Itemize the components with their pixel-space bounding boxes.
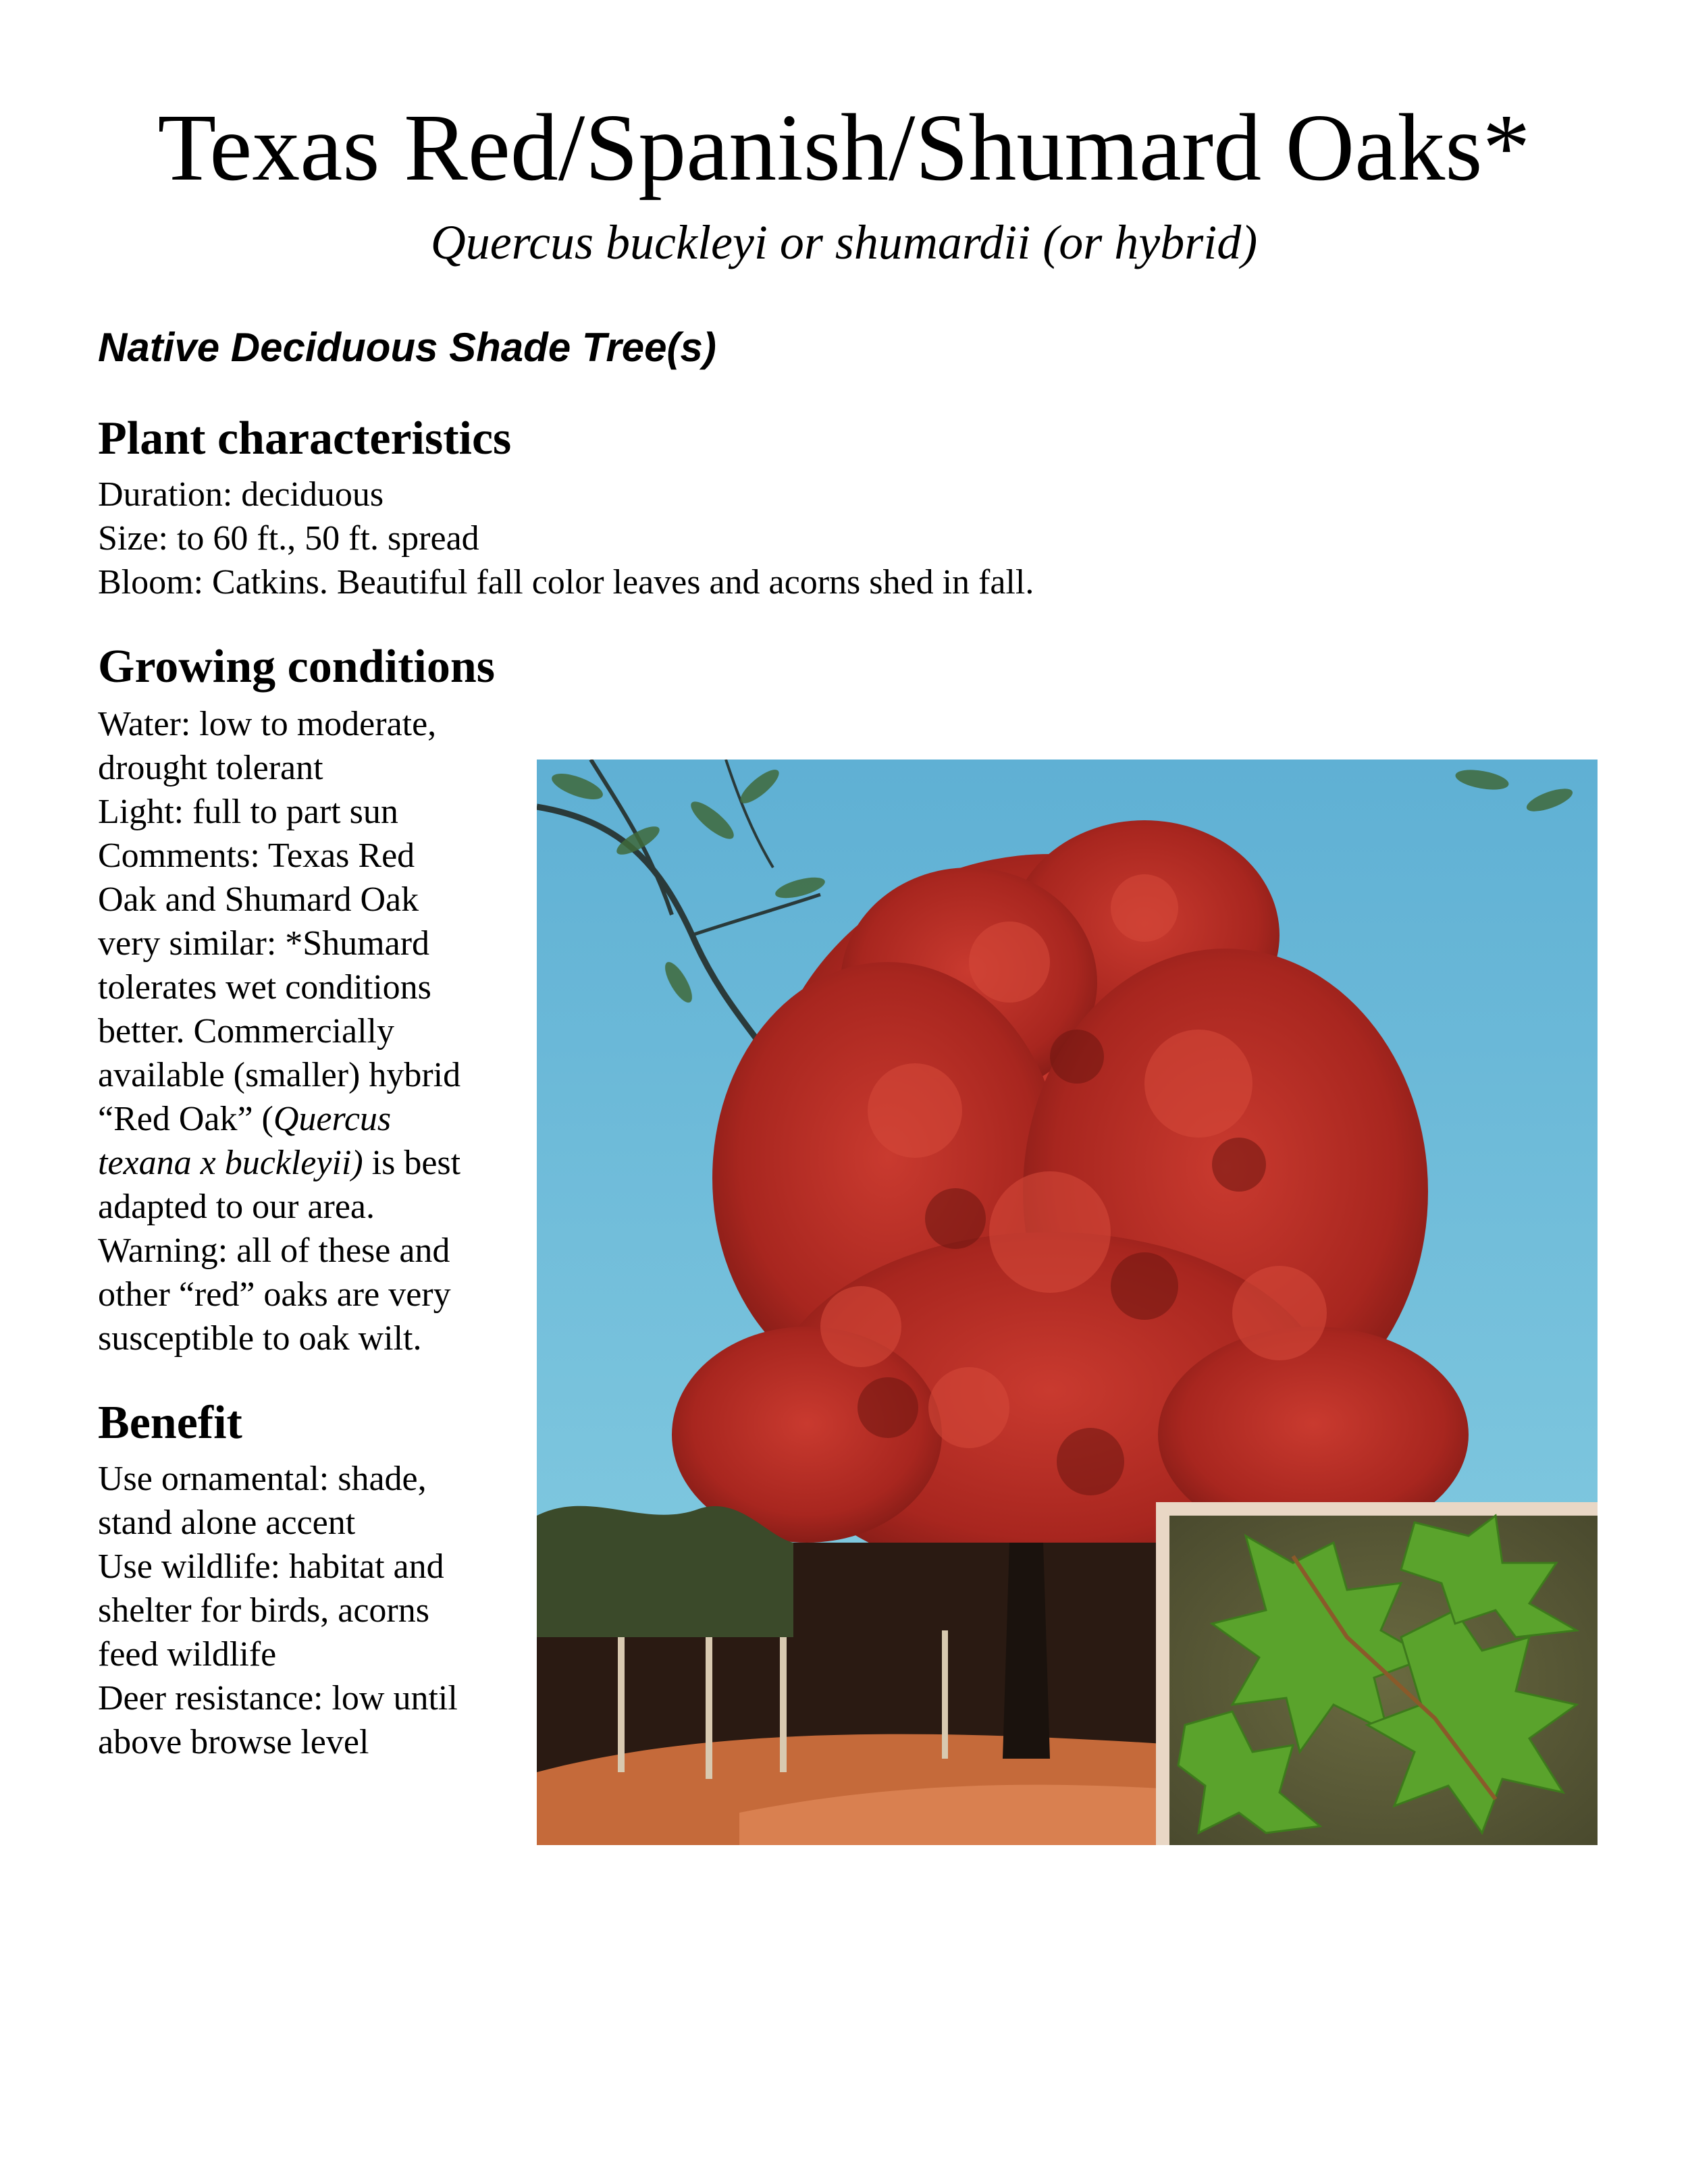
comments-line: Oak and Shumard Oak <box>98 880 419 919</box>
water-line-2: drought tolerant <box>98 749 323 787</box>
scientific-name: Quercus buckleyi or shumardii (or hybrid) <box>430 215 1258 269</box>
comments-line: very similar: *Shumard <box>98 924 430 963</box>
wildlife-line-3: feed wildlife <box>98 1635 277 1674</box>
growing-conditions-text <box>98 702 460 1360</box>
plant-characteristics-text <box>98 473 1034 604</box>
heading-plant-characteristics: Plant characteristics <box>98 412 512 464</box>
warning-line: other “red” oaks are very <box>98 1275 451 1314</box>
size-line: Size: to 60 ft., 50 ft. spread <box>98 519 479 558</box>
comments-line: available (smaller) hybrid <box>98 1056 461 1094</box>
oak-leaves-photo <box>1156 1502 1598 1845</box>
benefit-text <box>98 1457 458 1764</box>
heading-growing-conditions: Growing conditions <box>98 641 495 693</box>
comments-line <box>98 1097 460 1141</box>
comments-line: Comments: Texas Red <box>98 836 415 875</box>
page-title: Texas Red/Spanish/Shumard Oaks* <box>157 94 1531 201</box>
warning-line: susceptible to oak wilt. <box>98 1319 422 1358</box>
comments-line: better. Commercially <box>98 1012 394 1050</box>
red-oak-text: “Red Oak” ( <box>98 1100 273 1138</box>
plant-category: Native Deciduous Shade Tree(s) <box>98 325 716 370</box>
red-oak-tree-photo <box>537 760 1598 1845</box>
comments-line: tolerates wet conditions <box>98 968 431 1007</box>
ornamental-line: Use ornamental: shade, <box>98 1460 427 1498</box>
wildlife-line: Use wildlife: habitat and <box>98 1547 444 1586</box>
red-oak-latin: Quercus <box>273 1100 392 1138</box>
deer-line-2: above browse level <box>98 1723 369 1761</box>
light-line: Light: full to part sun <box>98 793 398 831</box>
water-line: Water: low to moderate, <box>98 705 437 743</box>
wildlife-line-2: shelter for birds, acorns <box>98 1591 429 1630</box>
hybrid-latin: texana x buckleyii) <box>98 1144 363 1182</box>
hybrid-text: is best <box>363 1144 461 1182</box>
heading-benefit: Benefit <box>98 1397 242 1449</box>
comments-line: adapted to our area. <box>98 1188 375 1226</box>
deer-line: Deer resistance: low until <box>98 1679 458 1717</box>
duration-line: Duration: deciduous <box>98 475 384 514</box>
ornamental-line-2: stand alone accent <box>98 1503 356 1542</box>
warning-line: Warning: all of these and <box>98 1231 450 1270</box>
comments-line <box>98 1141 460 1185</box>
bloom-line: Bloom: Catkins. Beautiful fall color leaves and acorns shed in fall. <box>98 563 1034 602</box>
